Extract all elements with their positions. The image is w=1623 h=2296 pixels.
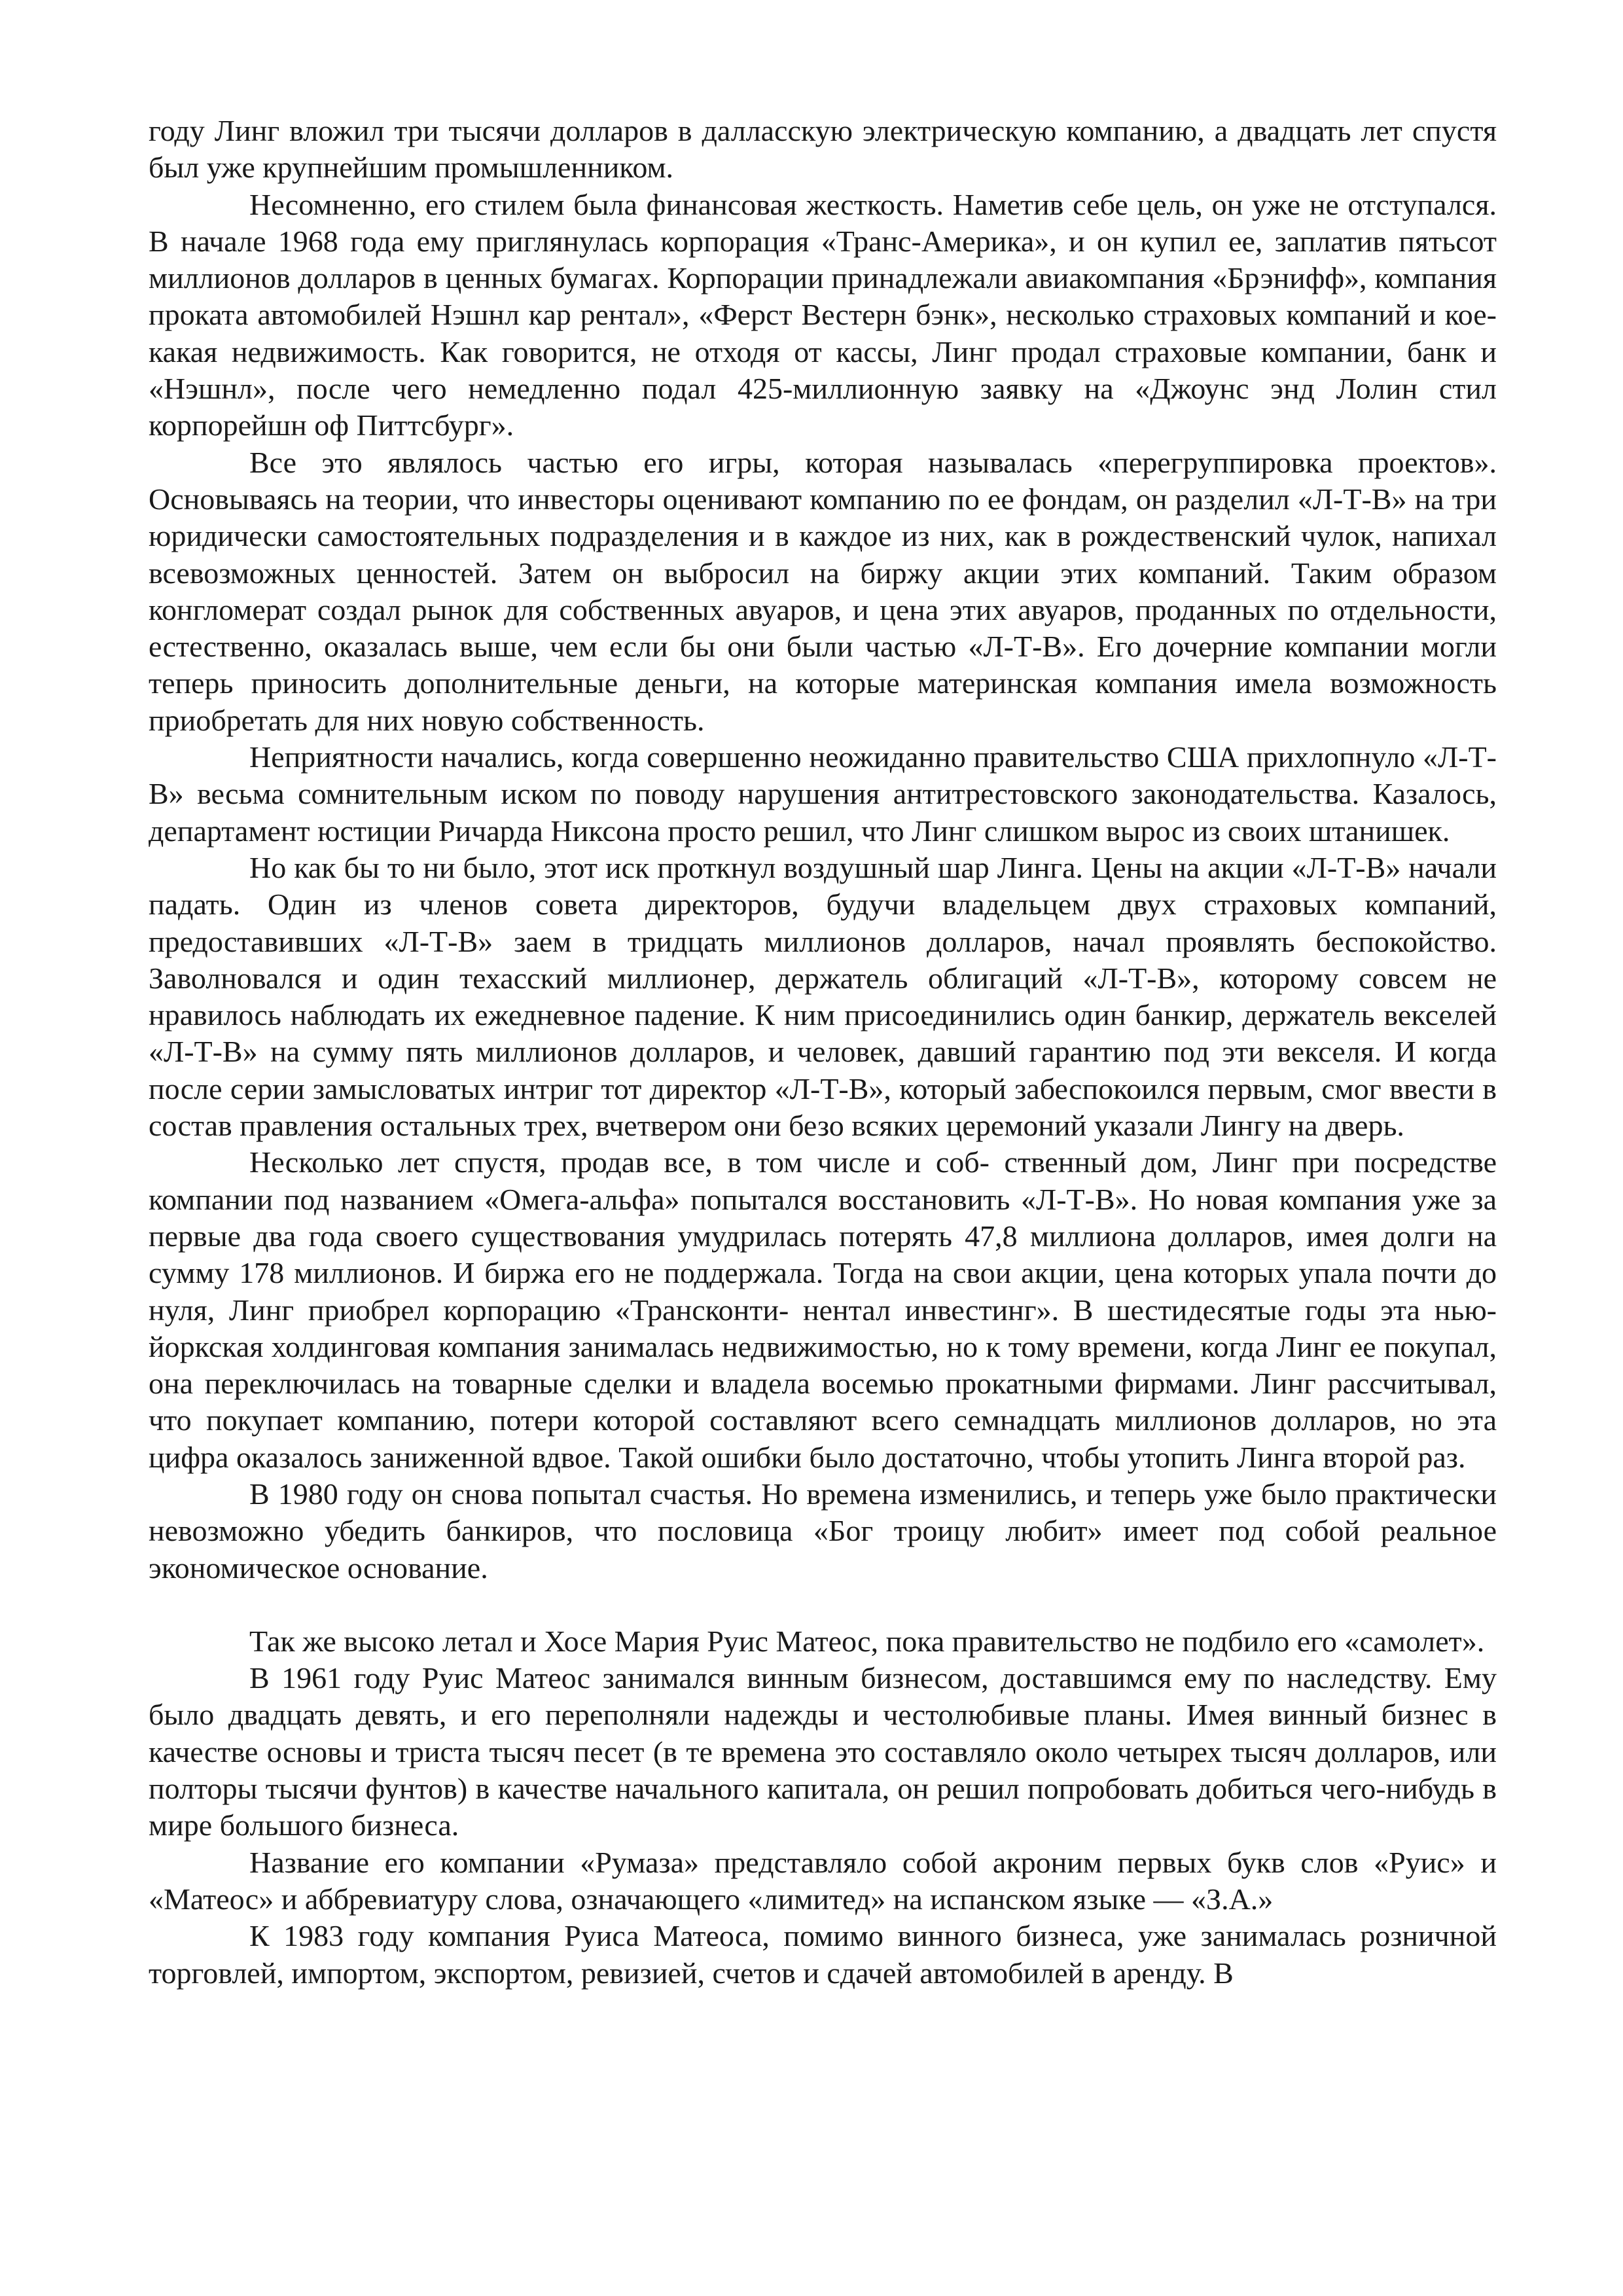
section-gap [149,1587,1497,1623]
paragraph: Неприятности начались, когда совершенно неожиданно правительство США прихлопнуло «Л-Т-В» весьма сомнительным иском по поводу нарушения антитрестовского законодательства. Казалось, департамент юстиции Ричарда Никсона просто решил, что Линг слишком вырос из своих штанишек. [149,740,1497,848]
paragraph: К 1983 году компания Руиса Матеоса, помимо винного бизнеса, уже занималась розничной торговлей, импортом, экспортом, ревизией, счетов и сдачей автомобилей в аренду. В [149,1919,1497,1990]
document-body [149,113,1497,1992]
paragraph: В 1980 году он снова попытал счастья. Но времена изменились, и теперь уже было практически невозможно убедить банкиров, что пословица «Бог троицу любит» имеет под собой реальное экономическое основание. [149,1477,1497,1585]
paragraph: Несомненно, его стилем была финансовая жесткость. Наметив себе цель, он уже не отступался. В начале 1968 года ему приглянулась корпорация «Транс-Америка», и он купил ее, заплатив пятьсот миллионов долларов в ценных бумагах. Корпорации принадлежали авиакомпания «Брэнифф», компания проката автомобилей Нэшнл кар рентал», «Ферст Вестерн бэнк», несколько страховых компаний и кое-какая недвижимость. Как говорится, не отходя от кассы, Линг продал страховые компании, банк и «Нэшнл», после чего немедленно подал 425-миллионную заявку на «Джоунс энд Лолин стил корпорейшн оф Питтсбург». [149,187,1497,442]
paragraph: В 1961 году Руис Матеос занимался винным бизнесом, доставшимся ему по наследству. Ему было двадцать девять, и его переполняли надежды и честолюбивые планы. Имея винный бизнес в качестве основы и триста тысяч песет (в те времена это составляло около четырех тысяч долларов, или полторы тысячи фунтов) в качестве начального капитала, он решил попробовать добиться чего-нибудь в мире большого бизнеса. [149,1661,1497,1842]
paragraph: Так же высоко летал и Хосе Мария Руис Матеос, пока правительство не подбило его «самолет». [249,1624,1485,1658]
paragraph: Название его компании «Румаза» представляло собой акроним первых букв слов «Руис» и «Матеос» и аббревиатуру слова, означающего «лимитед» на испанском языке — «З.А.» [149,1845,1497,1916]
paragraph: году Линг вложил три тысячи долларов в далласскую электрическую компанию, а двадцать лет спустя был уже крупнейшим промышленником. [149,114,1497,185]
paragraph: Несколько лет спустя, продав все, в том числе и соб- ственный дом, Линг при посредстве компании под названием «Омега-альфа» попытался восстановить «Л-Т-В». Но новая компания уже за первые два года своего существования умудрилась потерять 47,8 миллиона долларов, имея долги на сумму 178 миллионов. И биржа его не поддержала. Тогда на свои акции, цена которых упала почти до нуля, Линг приобрел корпорацию «Трансконти- нентал инвестинг». В шестидесятые годы эта нью-йоркская холдинговая компания занималась недвижимостью, но к тому времени, когда Линг ее покупал, она переключилась на товарные сделки и владела восемью прокатными фирмами. Линг рассчитывал, что покупает компанию, потери которой составляют всего семнадцать миллионов долларов, но эта цифра оказалось заниженной вдвое. Такой ошибки было достаточно, чтобы утопить Линга второй раз. [149,1145,1497,1474]
paragraph: Все это являлось частью его игры, которая называлась «перегруппировка проектов». Основываясь на теории, что инвесторы оценивают компанию по ее фондам, он разделил «Л-Т-В» на три юридически самостоятельных подразделения и в каждое из них, как в рождественский чулок, напихал всевозможных ценностей. Затем он выбросил на биржу акции этих компаний. Таким образом конгломерат создал рынок для собственных авуаров, и цена этих авуаров, проданных по отдельности, естественно, оказалась выше, чем если бы они были частью «Л-Т-В». Его дочерние компании могли теперь приносить дополнительные деньги, на которые материнская компания имела возможность приобретать для них новую собственность. [149,445,1497,737]
paragraph: Но как бы то ни было, этот иск проткнул воздушный шар Линга. Цены на акции «Л-Т-В» начали падать. Один из членов совета директоров, будучи владельцем двух страховых компаний, предоставивших «Л-Т-В» заем в тридцать миллионов долларов, начал проявлять беспокойство. Заволновался и один техасский миллионер, держатель облигаций «Л-Т-В», которому совсем не нравилось наблюдать их ежедневное падение. К ним присоединились один банкир, держатель векселей «Л-Т-В» на сумму пять миллионов долларов, и человек, давший гарантию под эти векселя. И когда после серии замысловатых интриг тот директор «Л-Т-В», который забеспокоился первым, смог ввести в состав правления остальных трех, вчетвером они безо всяких церемоний указали Лингу на дверь. [149,850,1497,1143]
